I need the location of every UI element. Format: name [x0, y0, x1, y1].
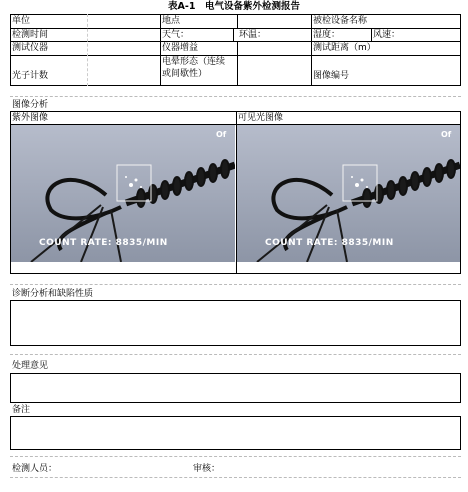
- visible-image-label: 可见光图像: [238, 113, 284, 123]
- uv-count-rate-overlay: COUNT RATE: 8835/MIN: [39, 238, 168, 248]
- reviewer-label: 审核：: [193, 464, 221, 474]
- remarks-box[interactable]: [10, 416, 461, 450]
- visible-image: [237, 125, 460, 262]
- report-title: 表A-1 电气设备紫外检测报告: [168, 1, 300, 12]
- uv-image: [11, 125, 235, 262]
- discharge-form-label-2: 或间歇性）: [162, 69, 208, 79]
- inspector-label: 检测人员：: [12, 464, 58, 474]
- image-number-label: 图像编号: [313, 71, 350, 81]
- device-name-label: 被检设备名称: [313, 16, 368, 26]
- diagnosis-box[interactable]: [10, 300, 461, 346]
- image-analysis-header: 图像分析: [12, 100, 49, 110]
- diagnosis-header: 诊断分析和缺陷性质: [12, 289, 94, 299]
- uv-corner-mark: Of: [216, 130, 227, 139]
- uv-image-label: 紫外图像: [12, 113, 49, 123]
- humidity-label: 湿度：: [313, 30, 341, 40]
- discharge-form-label-1: 电晕形态（连续: [162, 57, 226, 67]
- test-distance-label: 测试距离（m）: [313, 43, 376, 53]
- photon-count-label: 光子计数: [12, 71, 49, 81]
- wind-speed-label: 风速：: [373, 30, 401, 40]
- test-time-label: 检测时间: [12, 30, 49, 40]
- location-label: 地点: [162, 16, 181, 26]
- info-grid: [10, 14, 461, 86]
- remarks-header: 备注: [12, 405, 31, 415]
- visible-count-rate-overlay: COUNT RATE: 8835/MIN: [265, 238, 394, 248]
- handling-header: 处理意见: [12, 361, 49, 371]
- visible-corner-mark: Of: [441, 130, 452, 139]
- test-instrument-label: 测试仪器: [12, 43, 49, 53]
- environment-label: 环温：: [239, 30, 267, 40]
- handling-box[interactable]: [10, 373, 461, 403]
- weather-label: 天气：: [162, 30, 190, 40]
- instrument-gain-label: 仪器增益: [162, 43, 199, 53]
- unit-label: 单位: [12, 16, 31, 26]
